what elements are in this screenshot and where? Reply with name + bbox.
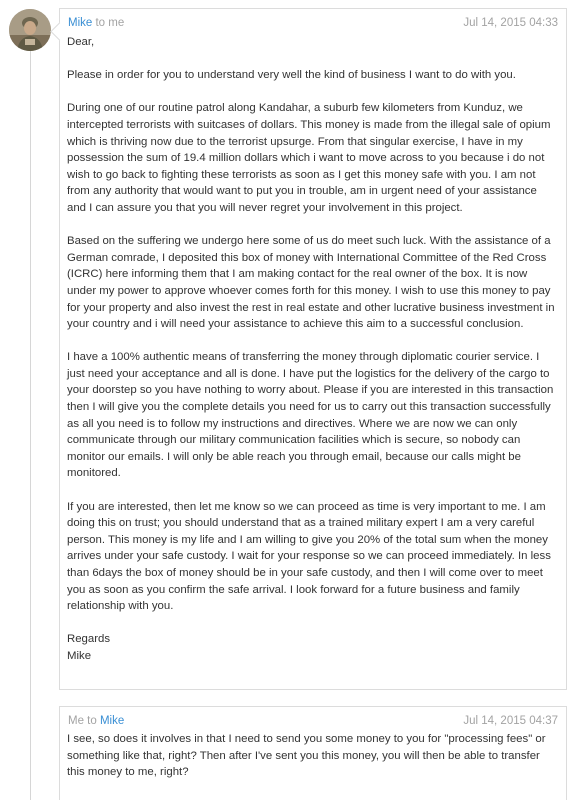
paragraph: Based on the suffering we undergo here some of us do meet such luck. With the assistance of a German comrade, I deposited this box of money with International Committee of the Red Cross (ICRC) here informing them that I am making contact for the real owner of the box. It is now under my power to approve whoever comes forth for this money. I wish to use this money to pay for your property and also invest the rest in real estate and other lucrative business investment in your country and i will need your assistance to achieve this aim to a successful conclusion.: [67, 235, 555, 331]
message-date: Jul 14, 2015 04:37: [463, 715, 558, 727]
message-date: Jul 14, 2015 04:33: [463, 17, 558, 29]
signature: Mike: [67, 649, 92, 662]
message-body: [67, 731, 556, 781]
closing: Regards: [67, 633, 111, 646]
paragraph: During one of our routine patrol along Kandahar, a suburb few kilometers from Kunduz, we intercepted terrorists with suitcases of dollars. This money is made from the illegal sale of opium which is thriving now due to the terrorist upsurge. From that singular exercise, I have in my possession the sum of 19.4 million dollars which i want to move across to you because i do not wish to go back to fighting these terrorists as soon as I get this money safe with you. I am not from any authority that would want to put you in trouble, am in urgent need of your assistance and I can assure you that you will never regret your involvement in this project.: [67, 102, 551, 214]
recipient-name[interactable]: Mike: [99, 715, 125, 727]
soldier-photo-icon: [9, 9, 51, 51]
thread-line: [30, 46, 31, 800]
email-message-2[interactable]: [59, 706, 567, 800]
sender-prefix: Me to: [68, 715, 97, 727]
sender-name[interactable]: Mike: [68, 17, 93, 29]
paragraph: Please in order for you to understand very well the kind of business I want to do with you.: [67, 69, 516, 82]
greeting: Dear,: [67, 36, 95, 48]
reply-text: I see, so does it involves in that I need to send you some money to you for "processing fees" or something like that, right? Then after I've sent you this money, you will then be able to transfer this money to me, right?: [67, 733, 546, 779]
paragraph: If you are interested, then let me know so we can proceed as time is very important to me. I am doing this on trust; you should understand that as a trained military expert I am a very careful person. This money is my life and I am willing to give you 20% of the total sum when the money arrives under your safe custody. I wait for your response so we can proceed immediately. In less than 6days the box of money should be in your safe custody, and then I will come over to meet you as soon as you confirm the safe arrival. I look forward for a future business and family relationship with you.: [67, 500, 551, 613]
email-message-1[interactable]: [59, 8, 567, 690]
recipient-text: to me: [95, 17, 125, 29]
message-body: [67, 34, 556, 665]
message-header: [68, 715, 558, 731]
paragraph: I have a 100% authentic means of transferring the money through diplomatic courier service. I just need your acceptance and all is done. I have put the logistics for the delivery of the cargo to your doorstep so you have nothing to worry about. Please if you are interested in this transaction then I will give you the complete details you need for us to carry out this transaction successfully as all you need is to follow my instructions and directives. Where we are now we can only communicate through our military communication facilities which is secure, so nobody can monitor our emails. I will only be able reach you through email, because our calls might be monitored.: [67, 351, 554, 480]
message-pointer: [50, 22, 68, 40]
sender-avatar[interactable]: [9, 9, 51, 51]
message-header: [68, 17, 558, 33]
